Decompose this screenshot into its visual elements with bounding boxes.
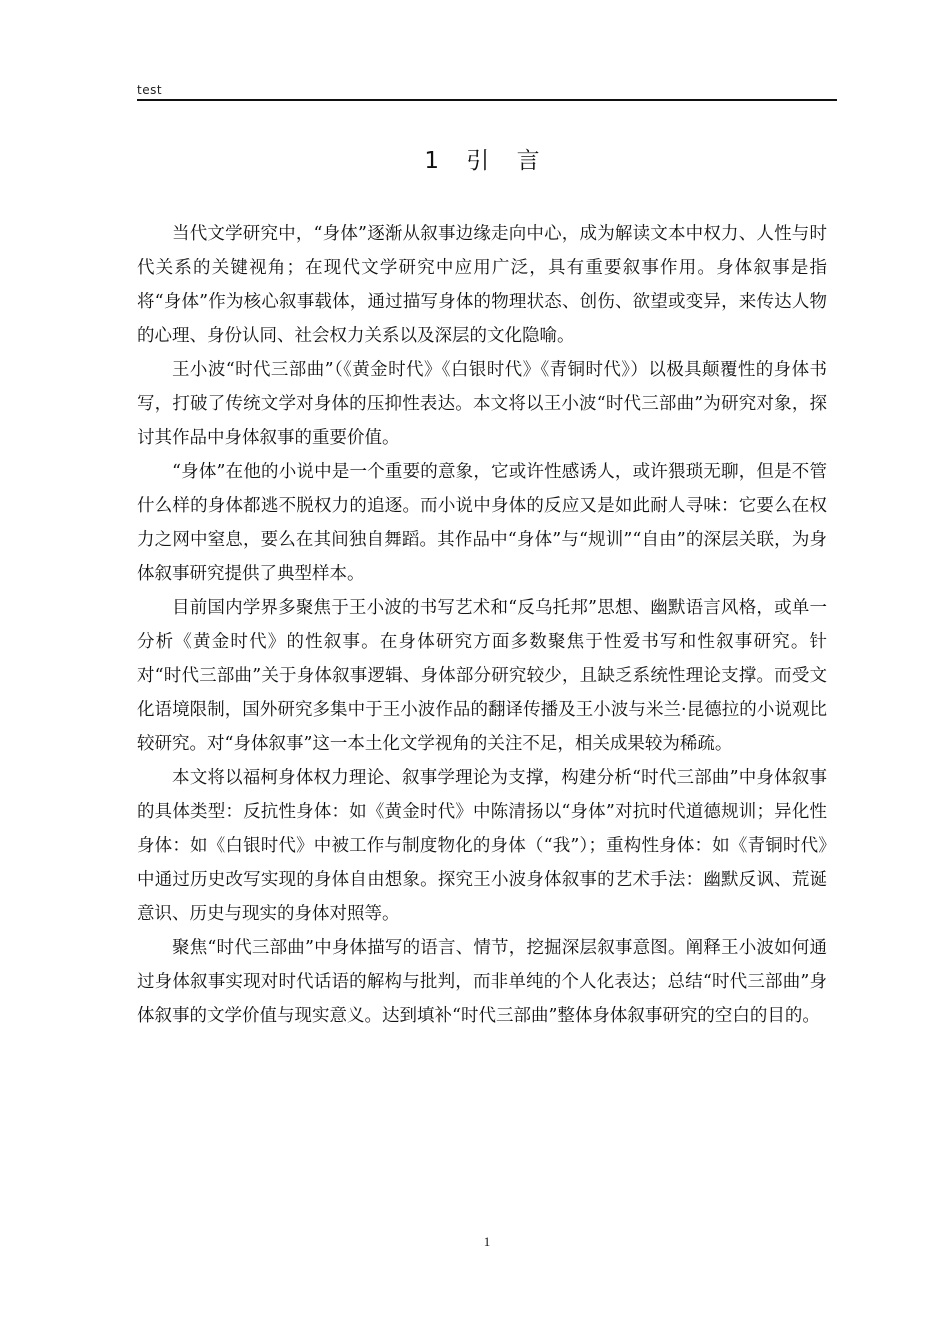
page-number: 1 <box>483 1234 491 1249</box>
paragraph: 当代文学研究中，“身体”逐渐从叙事边缘走向中心，成为解读文本中权力、人性与时代关系的关键视角；在现代文学研究中应用广泛，具有重要叙事作用。身体叙事是指将“身体”作为核心叙事载体，通过描写身体的物理状态、创伤、欲望或变异，来传达人物的心理、身份认同、社会权力关系以及深层的文化隐喻。 <box>137 224 827 346</box>
paragraph: “身体”在他的小说中是一个重要的意象，它或许性感诱人，或许猥琐无聊，但是不管什么样的身体都逃不脱权力的追逐。而小说中身体的反应又是如此耐人寻味：它要么在权力之网中窒息，要么在其间独自舞蹈。其作品中“身体”与“规训”“自由”的深层关联，为身体叙事研究提供了典型样本。 <box>137 462 827 584</box>
paragraph: 本文将以福柯身体权力理论、叙事学理论为支撑，构建分析“时代三部曲”中身体叙事的具体类型：反抗性身体：如《黄金时代》中陈清扬以“身体”对抗时代道德规训；异化性身体：如《白银时代》中被工作与制度物化的身体（“我”）；重构性身体：如《青铜时代》中通过历史改写实现的身体自由想象。探究王小波身体叙事的艺术手法：幽默反讽、荒诞意识、历史与现实的身体对照等。 <box>137 768 827 924</box>
section-title: 1 引 言 <box>424 148 550 174</box>
running-header: test <box>137 83 163 97</box>
paragraph: 目前国内学界多聚焦于王小波的书写艺术和“反乌托邦”思想、幽默语言风格，或单一分析《黄金时代》的性叙事。在身体研究方面多数聚焦于性爱书写和性叙事研究。针对“时代三部曲”关于身体叙事逻辑、身体部分研究较少，且缺乏系统性理论支撑。而受文化语境限制，国外研究多集中于王小波作品的翻译传播及王小波与米兰·昆德拉的小说观比较研究。对“身体叙事”这一本土化文学视角的关注不足，相关成果较为稀疏。 <box>137 598 827 754</box>
paragraph: 聚焦“时代三部曲”中身体描写的语言、情节，挖掘深层叙事意图。阐释王小波如何通过身体叙事实现对时代话语的解构与批判，而非单纯的个人化表达；总结“时代三部曲”身体叙事的文学价值与现实意义。达到填补“时代三部曲”整体身体叙事研究的空白的目的。 <box>137 938 827 1026</box>
header-rule <box>137 99 837 101</box>
paragraph: 王小波“时代三部曲”（《黄金时代》《白银时代》《青铜时代》）以极具颠覆性的身体书写，打破了传统文学对身体的压抑性表达。本文将以王小波“时代三部曲”为研究对象，探讨其作品中身体叙事的重要价值。 <box>137 360 827 448</box>
body-text <box>137 217 827 1033</box>
